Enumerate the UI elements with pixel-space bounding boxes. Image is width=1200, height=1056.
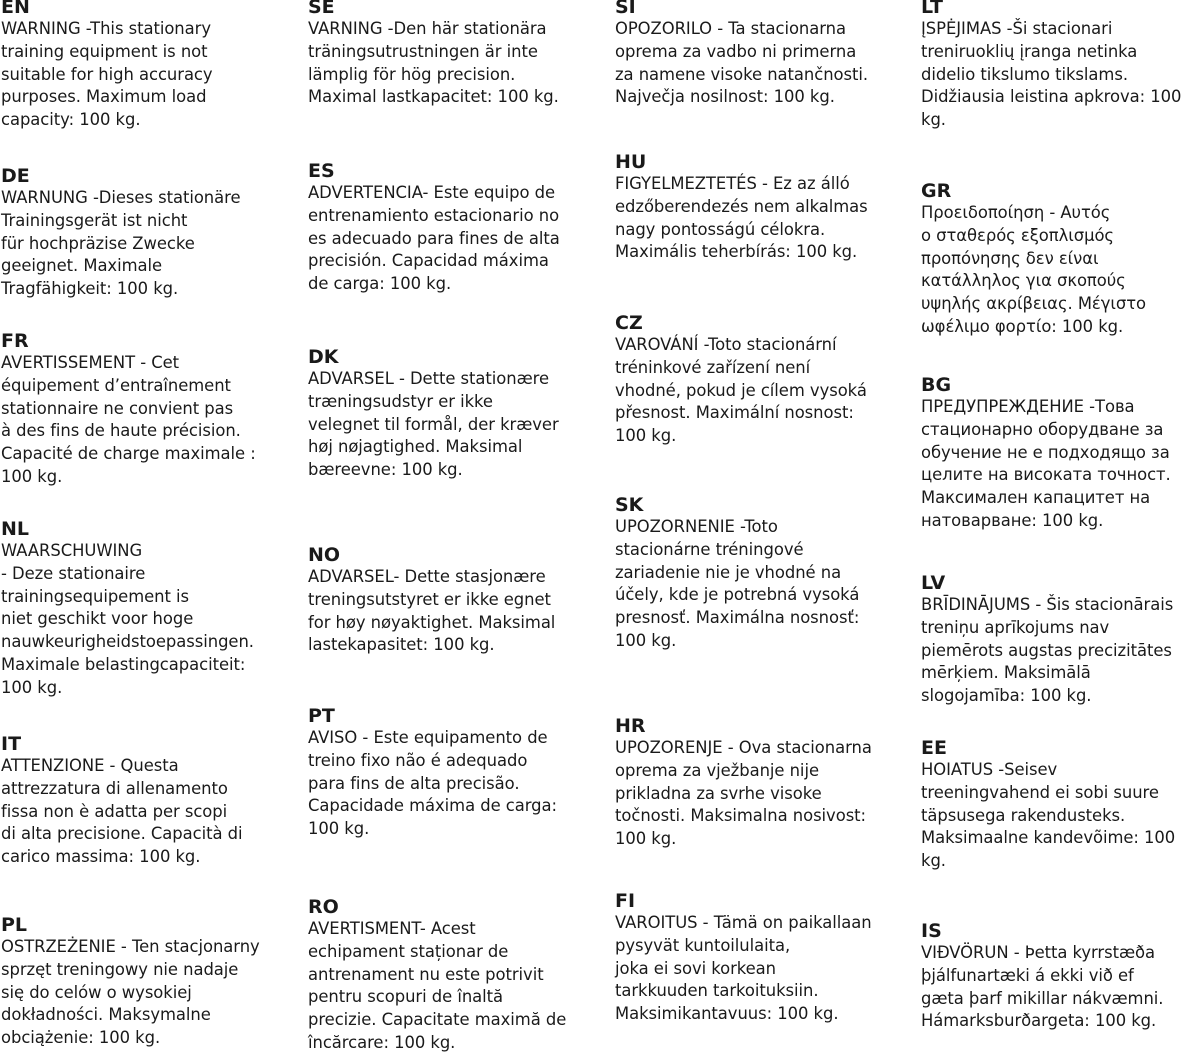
warning-block-cz xyxy=(615,312,915,448)
warning-block-nl xyxy=(1,518,299,700)
warning-text: ADVARSEL - Dette stationære træningsudstyr er ikke velegnet til formål, der kræver høj nøjagtighed. Maksimal bæreevne: 100 kg. xyxy=(308,369,559,480)
warning-text: WAARSCHUWING - Deze stationaire trainingsequipement is niet geschikt voor hoge nauwkeurigheidstoepassingen. Maximale belastingcapaciteit: 100 kg. xyxy=(1,541,254,697)
language-code: GR xyxy=(921,180,952,202)
warning-text: WARNING -This stationary training equipment is not suitable for high accuracy purposes. Maximum load capacity: 100 kg. xyxy=(1,19,213,130)
warning-text: AVERTISMENT- Acest echipament staționar de antrenament nu este potrivit pentru scopuri de înaltă precizie. Capacitate maximă de încărcare: 100 kg. xyxy=(308,919,567,1052)
warning-text: ADVARSEL- Dette stasjonære treningsutstyret er ikke egnet for høy nøyaktighet. Maksimal lastekapasitet: 100 kg. xyxy=(308,567,556,655)
warning-block-no xyxy=(308,544,606,657)
language-code: ES xyxy=(308,160,335,182)
warning-block-se xyxy=(308,0,606,109)
language-code: SI xyxy=(615,0,636,18)
language-code: RO xyxy=(308,896,339,918)
language-code: EE xyxy=(921,737,947,759)
warning-block-pl xyxy=(1,914,299,1050)
warning-text: VAROVÁNÍ -Toto stacionární tréninkové zařízení není vhodné, pokud je cílem vysoká přesnost. Maximální nosnost: 100 kg. xyxy=(615,335,867,446)
warning-text: VIÐVÖRUN - Þetta kyrrstæða þjálfunartæki á ekki við ef gæta þarf mikillar nákvæmni. Hámarksburðargeta: 100 kg. xyxy=(921,943,1164,1031)
warning-block-ee xyxy=(921,737,1200,873)
warning-block-is xyxy=(921,920,1200,1033)
warning-text: ПРЕДУПРЕЖДЕНИЕ -Това стационарно оборудване за обучение не е подходящо за целите на високата точност. Максимален капацитет на натоварване: 100 kg. xyxy=(921,397,1171,530)
warning-block-hu xyxy=(615,151,915,264)
language-code: EN xyxy=(1,0,30,18)
language-code: NL xyxy=(1,518,30,540)
warning-text: UPOZORENJE - Ova stacionarna oprema za vježbanje nije prikladna za svrhe visoke točnosti. Maksimalna nosivost: 100 kg. xyxy=(615,738,872,849)
language-code: DE xyxy=(1,165,30,187)
warning-text: WARNUNG -Dieses stationäre Trainingsgerät ist nicht für hochpräzise Zwecke geeignet. Maximale Tragfähigkeit: 100 kg. xyxy=(1,188,241,299)
language-code: DK xyxy=(308,346,339,368)
warning-text: FIGYELMEZTETÉS - Ez az álló edzőberendezés nem alkalmas nagy pontosságú célokra. Maximális teherbírás: 100 kg. xyxy=(615,174,868,262)
warning-text: VAROITUS - Tämä on paikallaan pysyvät kuntoilulaita, joka ei sovi korkean tarkkuuden tarkoituksiin. Maksimikantavuus: 100 kg. xyxy=(615,913,872,1024)
language-code: HU xyxy=(615,151,647,173)
warning-block-ro xyxy=(308,896,606,1055)
warning-text: ĮSPĖJIMAS -Ši stacionari treniruoklių įranga netinka didelio tikslumo tikslams. Didžiausia leistina apkrova: 100 kg. xyxy=(921,19,1182,130)
warning-block-lt xyxy=(921,0,1200,132)
language-code: FI xyxy=(615,890,636,912)
warning-text: AVERTISSEMENT - Cet équipement d’entraînement stationnaire ne convient pas à des fins de haute précision. Capacité de charge maximale : 100 kg. xyxy=(1,353,256,486)
warning-block-lv xyxy=(921,572,1200,708)
warning-text: AVISO - Este equipamento de treino fixo não é adequado para fins de alta precisão. Capacidade máxima de carga: 100 kg. xyxy=(308,728,557,839)
language-code: PT xyxy=(308,705,335,727)
warning-block-hr xyxy=(615,715,915,851)
warning-block-dk xyxy=(308,346,606,482)
warning-text: UPOZORNENIE -Toto stacionárne tréningové zariadenie nie je vhodné na účely, kde je potrebná vysoká presnosť. Maximálna nosnosť: 100 kg. xyxy=(615,517,860,650)
warning-text: ATTENZIONE - Questa attrezzatura di allenamento fissa non è adatta per scopi di alta precisione. Capacità di carico massima: 100 kg. xyxy=(1,756,243,867)
language-code: FR xyxy=(1,330,29,352)
language-code: SE xyxy=(308,0,335,18)
warning-block-pt xyxy=(308,705,606,841)
language-code: NO xyxy=(308,544,341,566)
warning-text: ADVERTENCIA- Este equipo de entrenamiento estacionario no es adecuado para fines de alta precisión. Capacidad máxima de carga: 100 kg. xyxy=(308,183,560,294)
warning-block-gr xyxy=(921,180,1200,339)
warning-block-fr xyxy=(1,330,299,489)
language-code: PL xyxy=(1,914,28,936)
language-code: LV xyxy=(921,572,946,594)
language-code: IT xyxy=(1,733,22,755)
warning-block-fi xyxy=(615,890,915,1026)
warning-block-de xyxy=(1,165,299,301)
language-code: CZ xyxy=(615,312,643,334)
language-code: HR xyxy=(615,715,646,737)
language-code: IS xyxy=(921,920,942,942)
warning-block-it xyxy=(1,733,299,869)
warning-block-si xyxy=(615,0,915,109)
language-code: SK xyxy=(615,494,644,516)
language-code: BG xyxy=(921,374,952,396)
warning-text: VARNING -Den här stationära träningsutrustningen är inte lämplig för hög precision. Maximal lastkapacitet: 100 kg. xyxy=(308,19,559,107)
warning-text: Προειδοποίηση - Αυτός ο σταθερός εξοπλισμός προπόνησης δεν είναι κατάλληλος για σκοπούς υψηλής ακρίβειας. Μέγιστο ωφέλιμο φορτίο: 100 kg. xyxy=(921,203,1147,336)
warning-block-es xyxy=(308,160,606,296)
warning-block-en xyxy=(1,0,299,132)
language-code: LT xyxy=(921,0,943,18)
warning-text: BRĪDINĀJUMS - Šis stacionārais treniņu aprīkojums nav piemērots augstas precizitātes mērķiem. Maksimālā slogojamība: 100 kg. xyxy=(921,595,1174,706)
warning-text: OSTRZEŻENIE - Ten stacjonarny sprzęt treningowy nie nadaje się do celów o wysokiej dokładności. Maksymalne obciążenie: 100 kg. xyxy=(1,937,260,1048)
warning-block-bg xyxy=(921,374,1200,533)
warning-block-sk xyxy=(615,494,915,653)
warning-text: OPOZORILO - Ta stacionarna oprema za vadbo ni primerna za namene visoke natančnosti. Največja nosilnost: 100 kg. xyxy=(615,19,869,107)
warning-text: HOIATUS -Seisev treeningvahend ei sobi suure täpsusega rakendusteks. Maksimaalne kandevõime: 100 kg. xyxy=(921,760,1176,871)
